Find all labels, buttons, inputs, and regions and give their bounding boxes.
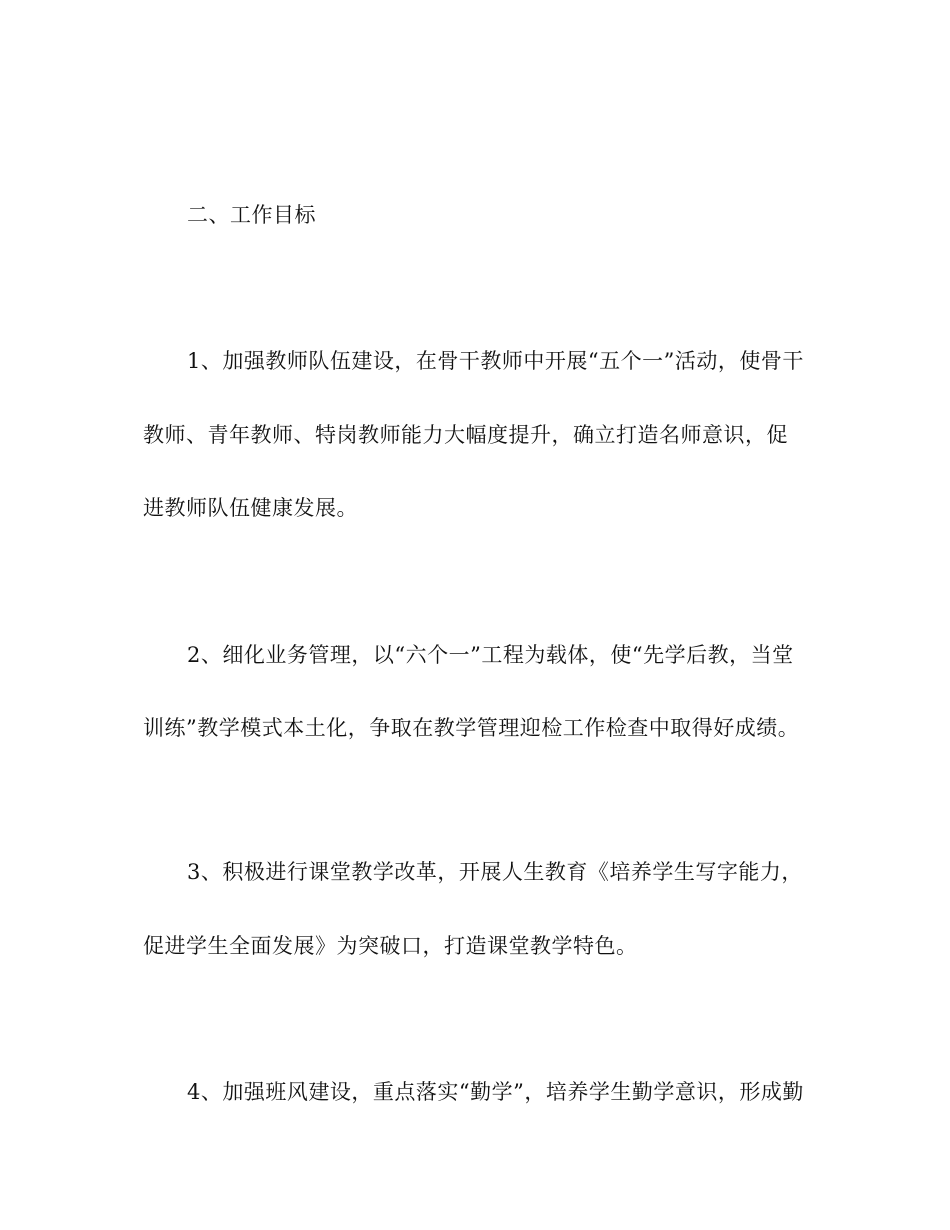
paragraph-line: 促进学生全面发展》为突破口，打造课堂教学特色。 — [143, 934, 638, 958]
paragraph-line: 训练”教学模式本土化，争取在教学管理迎检工作检查中取得好成绩。 — [143, 716, 800, 740]
paragraph-line: 3、积极进行课堂教学改革，开展人生教育《培养学生写字能力， — [187, 860, 803, 884]
paragraph-line: 1、加强教师队伍建设，在骨干教师中开展“五个一”活动，使骨干 — [187, 349, 804, 373]
paragraph-line: 教师、青年教师、特岗教师能力大幅度提升，确立打造名师意识，促 — [143, 423, 788, 447]
paragraph-line: 4、加强班风建设，重点落实“勤学”，培养学生勤学意识，形成勤 — [187, 1080, 804, 1104]
paragraph-line: 进教师队伍健康发展。 — [143, 496, 358, 520]
section-heading: 二、工作目标 — [187, 203, 316, 227]
paragraph-line: 2、细化业务管理，以“六个一”工程为载体，使“先学后教，当堂 — [187, 643, 794, 667]
